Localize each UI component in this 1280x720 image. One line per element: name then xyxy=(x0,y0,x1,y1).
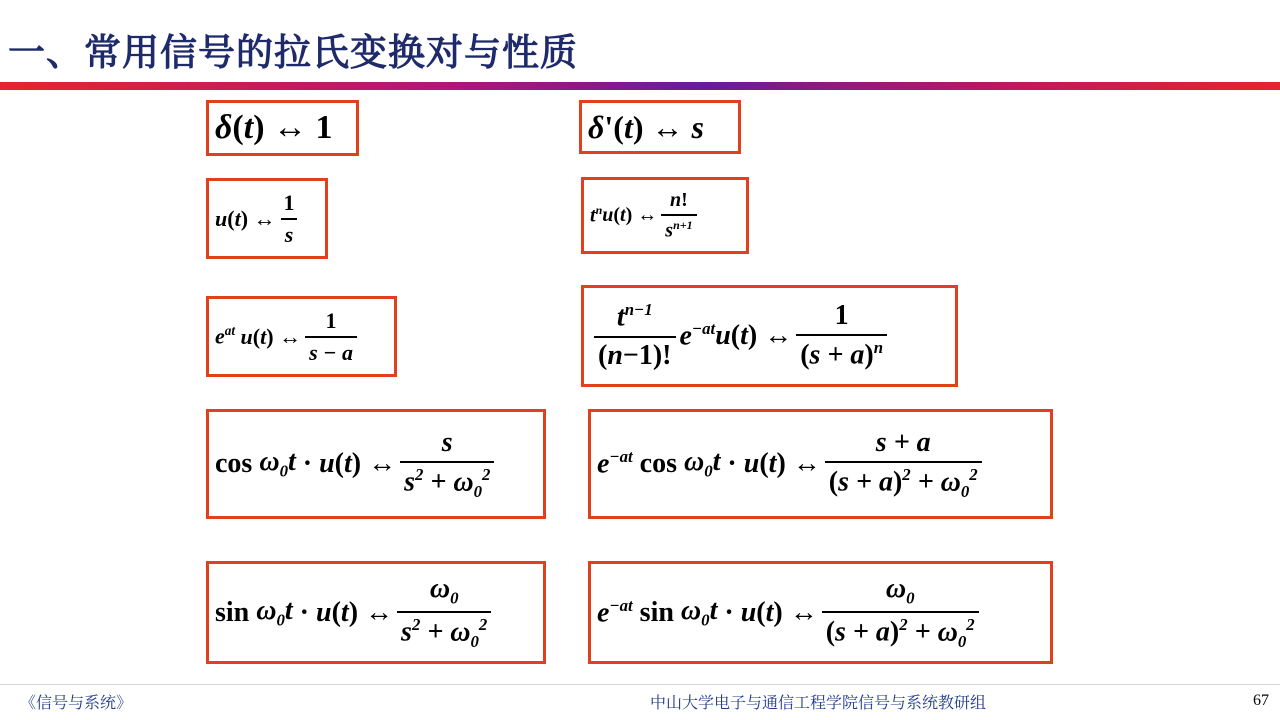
formula-sin: sin $\omega_0t$ · u ( t ) ↔ $\frac{\omega_0}{s^2 + \omega_0^2}$ xyxy=(206,561,546,664)
formula-delta: δ ( t ) ↔ 1 xyxy=(206,100,359,156)
footer-divider xyxy=(0,684,1280,685)
formula-power: $t^n$ u ( t ) ↔ $\frac{n!}{s^{n+1}}$ xyxy=(581,177,749,254)
title-divider xyxy=(0,82,1280,90)
formula-damped-sin: $e^{-at}$ sin $\omega_0t$ · u ( t ) ↔ $\frac{\omega_0}{(s + a)^2 + \omega_0^2}$ xyxy=(588,561,1053,664)
formula-step: u ( t ) ↔ $\frac{1}{s}$ xyxy=(206,178,328,259)
formula-exp: $e^{at}$ u ( t ) ↔ $\frac{1}{s - a}$ xyxy=(206,296,397,377)
footer-department: 中山大学电子与通信工程学院信号与系统教研组 xyxy=(650,693,987,712)
page-title: 一、常用信号的拉氏变换对与性质 xyxy=(8,31,578,74)
formula-delta-derivative: δ '( t ) ↔ s xyxy=(579,100,741,154)
formula-damped-cos: $e^{-at}$ cos $\omega_0t$ · u ( t ) ↔ $\frac{s + a}{(s + a)^2 + \omega_0^2}$ xyxy=(588,409,1053,519)
formula-power-exp: $\frac{t^{n-1}}{(n-1)!}$ $e^{-at}$ u ( t ) ↔ $\frac{1}{(s + a)^n}$ xyxy=(581,285,958,387)
footer-course: 《信号与系统》 xyxy=(20,693,133,712)
page-number: 67 xyxy=(1253,692,1269,709)
formula-cos: cos $\omega_0t$ · u ( t ) ↔ $\frac{s}{s^2 + \omega_0^2}$ xyxy=(206,409,546,519)
